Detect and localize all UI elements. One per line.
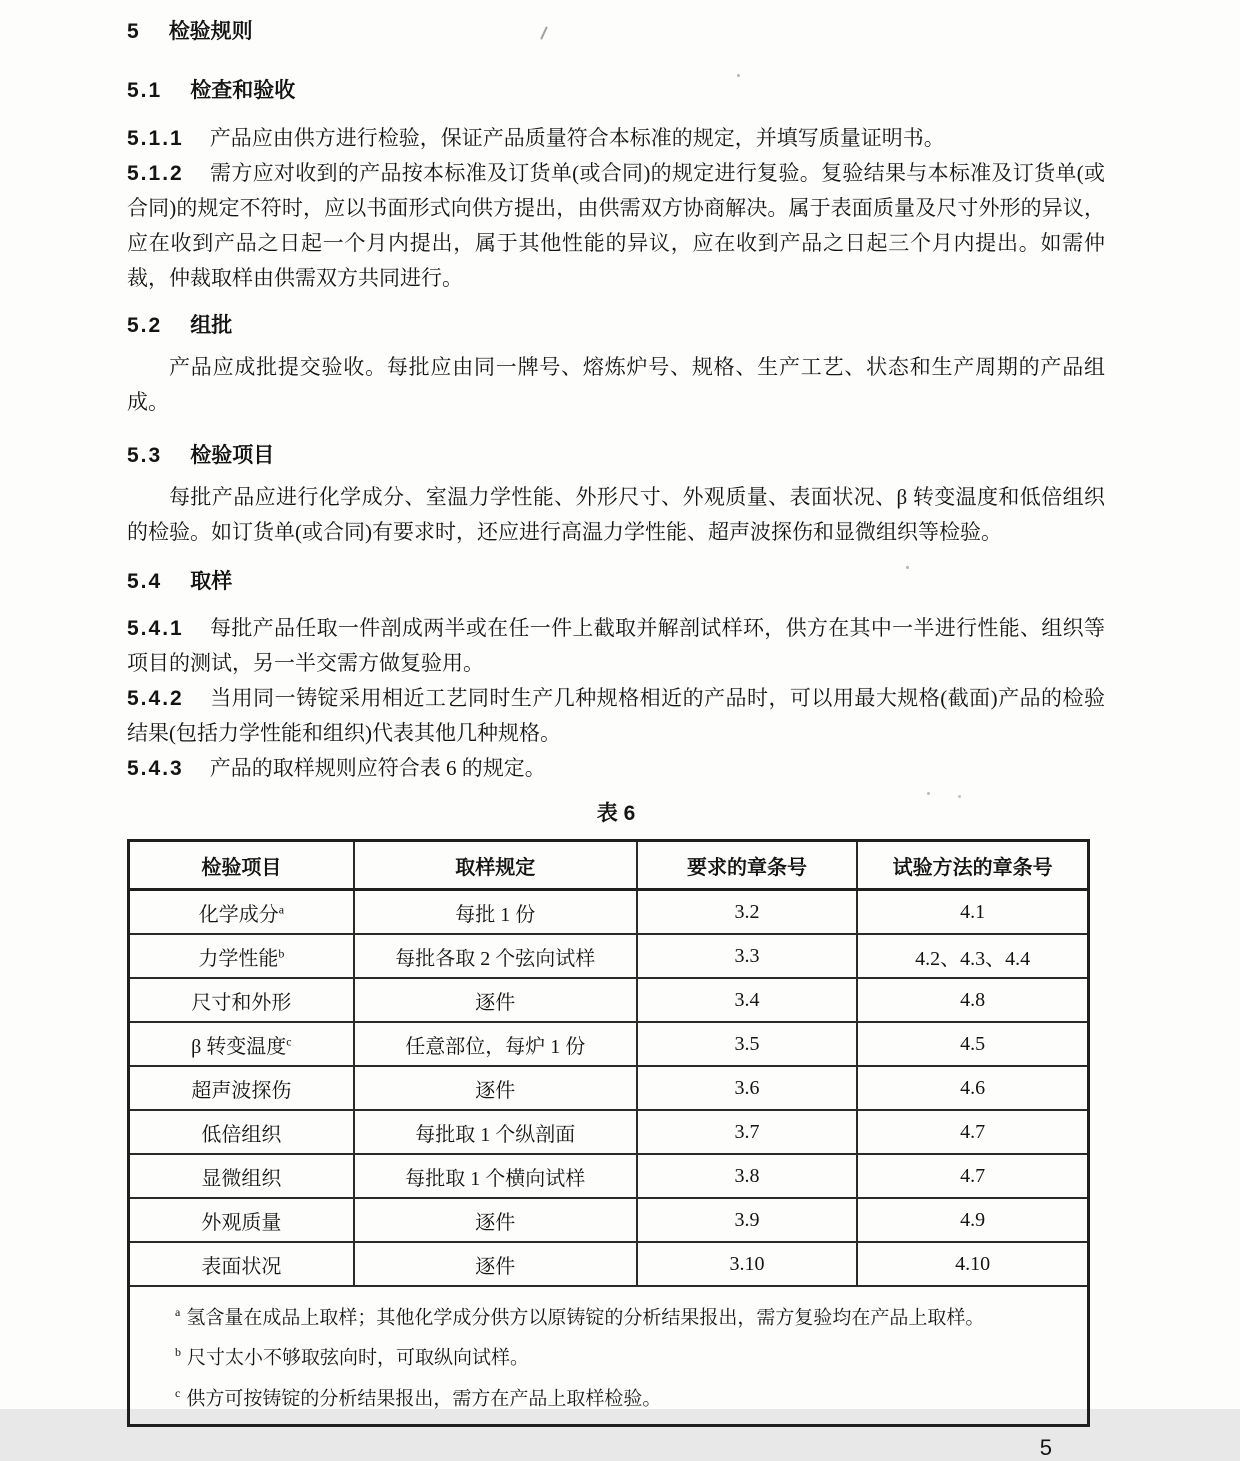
table-row	[129, 978, 1089, 1022]
cell-method-clause: 4.10	[857, 1242, 1088, 1286]
section-number: 5.1	[127, 79, 163, 102]
paragraph-5-1-1	[127, 121, 1105, 156]
cell-requirement-clause: 3.7	[637, 1110, 857, 1154]
section-heading-5-3	[127, 438, 1105, 473]
cell-requirement-clause: 3.9	[637, 1198, 857, 1242]
page-number: 5	[1039, 1434, 1052, 1460]
table-row	[129, 934, 1089, 978]
clause-text: 产品应成批提交验收。每批应由同一牌号、熔炼炉号、规格、生产工艺、状态和生产周期的产品组成。	[127, 355, 1105, 414]
section-title: 组批	[190, 314, 233, 337]
table-footnotes-row	[129, 1286, 1089, 1425]
cell-sampling: 任意部位，每炉 1 份	[354, 1022, 637, 1066]
footnote-c: $^c$ 供方可按铸锭的分析结果报出，需方在产品上取样检验。	[175, 1385, 662, 1409]
clause-number: 5.4.3	[127, 757, 184, 780]
footnote-marker: c	[175, 1385, 181, 1400]
cell-sampling: 逐件	[354, 1242, 637, 1286]
footnote-a: $^a$ 氢含量在成品上取样；其他化学成分供方以原铸锭的分析结果报出，需方复验均在产品上取样。	[175, 1305, 985, 1329]
clause-number: 5.4.2	[127, 687, 184, 710]
cell-requirement-clause: 3.10	[637, 1242, 857, 1286]
cell-sampling: 逐件	[354, 1066, 637, 1110]
cell-item: 低倍组织	[129, 1110, 354, 1154]
cell-method-clause: 4.6	[857, 1066, 1088, 1110]
cell-requirement-clause: 3.8	[637, 1154, 857, 1198]
column-header-item: 检验项目	[129, 841, 354, 890]
table-row	[129, 1198, 1089, 1242]
footnote-b: $^b$ 尺寸太小不够取弦向时，可取纵向试样。	[175, 1345, 530, 1369]
section-heading-5-2	[127, 308, 1105, 343]
table-row	[129, 1154, 1089, 1198]
cell-requirement-clause: 3.2	[637, 890, 857, 935]
clause-text: 产品的取样规则应符合表 6 的规定。	[209, 756, 546, 780]
table-row	[129, 1022, 1089, 1066]
table-row	[129, 1066, 1089, 1110]
cell-item: 显微组织	[129, 1154, 354, 1198]
scan-artifact	[927, 792, 930, 795]
paragraph-5-4-3	[127, 751, 1105, 786]
cell-method-clause: 4.1	[857, 890, 1088, 935]
paragraph-5-2	[127, 350, 1105, 420]
table-footnotes	[129, 1286, 1089, 1425]
cell-method-clause: 4.7	[857, 1110, 1088, 1154]
section-title: 检验规则	[168, 20, 253, 43]
table-caption: 表 6	[596, 802, 636, 825]
footnote-marker: a	[278, 901, 285, 916]
table-row	[129, 890, 1089, 935]
cell-item: 表面状况	[129, 1242, 354, 1286]
cell-method-clause: 4.9	[857, 1198, 1088, 1242]
cell-method-clause: 4.7	[857, 1154, 1088, 1198]
section-number: 5.4	[127, 570, 163, 593]
cell-sampling: 每批取 1 个横向试样	[354, 1154, 637, 1198]
cell-item: 力学性能$^b$	[129, 934, 354, 978]
cell-sampling: 每批 1 份	[354, 890, 637, 935]
section-title: 取样	[190, 570, 233, 593]
paragraph-5-4-1	[127, 611, 1105, 681]
clause-text: 当用同一铸锭采用相近工艺同时生产几种规格相近的产品时，可以用最大规格(截面)产品的检验结果(包括力学性能和组织)代表其他几种规格。	[127, 686, 1105, 745]
paragraph-5-4-2	[127, 681, 1105, 751]
section-number: 5.2	[127, 314, 163, 337]
cell-method-clause: 4.5	[857, 1022, 1088, 1066]
cell-item: 化学成分$^a$	[129, 890, 354, 935]
cell-item: 外观质量	[129, 1198, 354, 1242]
section-title: 检验项目	[190, 444, 275, 467]
clause-text: 每批产品任取一件剖成两半或在任一件上截取并解剖试样环，供方在其中一半进行性能、组织等项目的测试，另一半交需方做复验用。	[127, 616, 1105, 675]
section-number: 5.3	[127, 444, 163, 467]
section-title: 检查和验收	[190, 79, 296, 102]
scan-artifact	[737, 74, 740, 77]
table-header-row	[129, 841, 1089, 890]
section-heading-5	[127, 14, 1105, 49]
section-heading-5-4	[127, 564, 1105, 599]
cell-requirement-clause: 3.3	[637, 934, 857, 978]
cell-sampling: 每批各取 2 个弦向试样	[354, 934, 637, 978]
cell-item: 超声波探伤	[129, 1066, 354, 1110]
cell-sampling: 每批取 1 个纵剖面	[354, 1110, 637, 1154]
table-row	[129, 1242, 1089, 1286]
cell-requirement-clause: 3.5	[637, 1022, 857, 1066]
cell-sampling: 逐件	[354, 1198, 637, 1242]
column-header-sampling: 取样规定	[354, 841, 637, 890]
footnote-marker: b	[175, 1345, 181, 1360]
footnote-marker: b	[278, 945, 285, 960]
section-number: 5	[127, 20, 141, 43]
clause-text: 需方应对收到的产品按本标准及订货单(或合同)的规定进行复验。复验结果与本标准及订货单(或合同)的规定不符时，应以书面形式向供方提出，由供需双方协商解决。属于表面质量及尺寸外形的异议，应在收到产品之日起一个月内提出，属于其他性能的异议，应在收到产品之日起三个月内提出。如需仲裁，仲裁取样由供需双方共同进行。	[127, 161, 1105, 290]
cell-item: β 转变温度$^c$	[129, 1022, 354, 1066]
scan-artifact	[906, 566, 909, 569]
footnote-marker: c	[286, 1033, 292, 1048]
clause-number: 5.1.1	[127, 127, 184, 150]
cell-method-clause: 4.8	[857, 978, 1088, 1022]
paragraph-5-1-2	[127, 156, 1105, 296]
cell-method-clause: 4.2、4.3、4.4	[857, 934, 1088, 978]
cell-item: 尺寸和外形	[129, 978, 354, 1022]
cell-requirement-clause: 3.6	[637, 1066, 857, 1110]
sampling-rules-table	[127, 839, 1090, 1427]
table-row	[129, 1110, 1089, 1154]
section-heading-5-1	[127, 73, 1105, 108]
clause-text: 产品应由供方进行检验，保证产品质量符合本标准的规定，并填写质量证明书。	[209, 126, 945, 150]
column-header-requirement-clause: 要求的章条号	[637, 841, 857, 890]
cell-sampling: 逐件	[354, 978, 637, 1022]
footnote-marker: a	[175, 1305, 181, 1319]
cell-requirement-clause: 3.4	[637, 978, 857, 1022]
clause-text: 每批产品应进行化学成分、室温力学性能、外形尺寸、外观质量、表面状况、β 转变温度和低倍组织的检验。如订货单(或合同)有要求时，还应进行高温力学性能、超声波探伤和显微组织等检验。	[127, 485, 1105, 544]
paragraph-5-3	[127, 480, 1105, 550]
clause-number: 5.4.1	[127, 617, 184, 640]
clause-number: 5.1.2	[127, 162, 184, 185]
column-header-test-method-clause: 试验方法的章条号	[857, 841, 1088, 890]
scan-artifact	[958, 795, 961, 798]
